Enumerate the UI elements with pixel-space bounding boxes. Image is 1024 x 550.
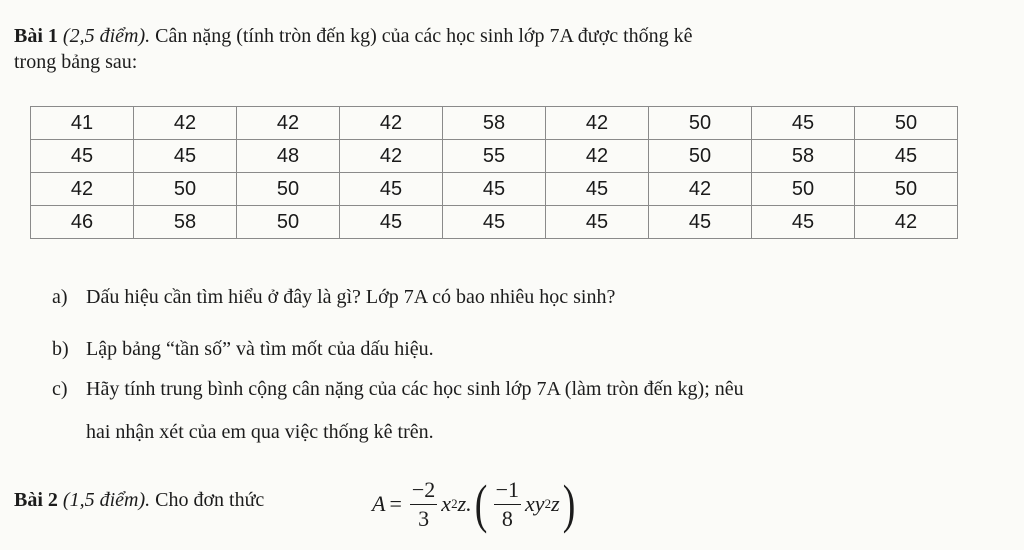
formula-var-z: z. — [457, 491, 472, 516]
table-row — [31, 173, 958, 206]
weights-table — [30, 106, 958, 239]
table-cell: 45 — [443, 173, 546, 206]
question-text: Hãy tính trung bình cộng cân nặng của các học sinh lớp 7A (làm tròn đến kg); nêu — [86, 378, 744, 400]
table-cell: 42 — [237, 107, 340, 140]
question-text: Lập bảng “tần số” và tìm mốt của dấu hiệu. — [86, 338, 434, 360]
table-cell: 45 — [340, 206, 443, 239]
table-cell: 50 — [134, 173, 237, 206]
fraction-1-denominator: 3 — [418, 505, 430, 531]
question-marker: c) — [52, 378, 68, 400]
fraction-1-numerator: −2 — [410, 479, 437, 505]
table-cell: 42 — [546, 107, 649, 140]
table-cell: 41 — [31, 107, 134, 140]
table-cell: 45 — [31, 140, 134, 173]
table-cell: 50 — [649, 140, 752, 173]
table-cell: 42 — [340, 107, 443, 140]
fraction-2-denominator: 8 — [501, 505, 513, 531]
table-cell: 58 — [443, 107, 546, 140]
table-cell: 42 — [134, 107, 237, 140]
question-marker: b) — [52, 338, 69, 360]
table-cell: 42 — [546, 140, 649, 173]
table-cell: 45 — [649, 206, 752, 239]
question-text: Dấu hiệu cần tìm hiểu ở đây là gì? Lớp 7A có bao nhiêu học sinh? — [86, 286, 616, 308]
table-cell: 42 — [855, 206, 958, 239]
problem1-label: Bài 1 — [14, 25, 58, 47]
formula-exp-y: 2 — [544, 496, 552, 511]
table-cell: 55 — [443, 140, 546, 173]
monomial-formula — [372, 468, 578, 540]
formula-var-x: x — [441, 491, 452, 516]
problem1-line1 — [14, 24, 693, 48]
table-cell: 50 — [649, 107, 752, 140]
table-cell: 50 — [855, 107, 958, 140]
problem1-intro-line2: trong bảng sau: — [14, 51, 138, 73]
table-cell: 45 — [752, 206, 855, 239]
formula-var-y: y — [534, 491, 545, 516]
formula-var-x2: x — [525, 491, 535, 516]
right-paren: ) — [562, 474, 575, 534]
table-cell: 48 — [237, 140, 340, 173]
problem2-label: Bài 2 — [14, 489, 58, 511]
question-marker: a) — [52, 286, 68, 308]
table-cell: 45 — [752, 107, 855, 140]
table-cell: 46 — [31, 206, 134, 239]
table-cell: 42 — [649, 173, 752, 206]
problem1-intro: Cân nặng (tính tròn đến kg) của các học sinh lớp 7A được thống kê — [155, 25, 693, 47]
table-cell: 45 — [546, 206, 649, 239]
left-paren: ( — [474, 474, 487, 534]
question-text: hai nhận xét của em qua việc thống kê trên. — [86, 421, 434, 443]
formula-var-z2: z — [551, 491, 560, 516]
table-cell: 50 — [752, 173, 855, 206]
table-cell: 58 — [752, 140, 855, 173]
table-cell: 45 — [855, 140, 958, 173]
table-cell: 45 — [340, 173, 443, 206]
problem2-line — [14, 488, 264, 512]
table-cell: 50 — [855, 173, 958, 206]
problem1-points: (2,5 điểm). — [62, 25, 151, 47]
table-row — [31, 107, 958, 140]
table-cell: 45 — [546, 173, 649, 206]
table-cell: 45 — [134, 140, 237, 173]
fraction-2 — [494, 476, 521, 531]
table-cell: 42 — [31, 173, 134, 206]
formula-lhs: A — [372, 491, 386, 516]
table-cell: 45 — [443, 206, 546, 239]
formula-equals: = — [389, 491, 402, 516]
table-row — [31, 206, 958, 239]
fraction-2-numerator: −1 — [494, 479, 521, 505]
formula-exp-x: 2 — [451, 496, 458, 511]
table-row — [31, 140, 958, 173]
fraction-1 — [410, 476, 437, 531]
table-cell: 58 — [134, 206, 237, 239]
table-cell: 50 — [237, 206, 340, 239]
table-cell: 50 — [237, 173, 340, 206]
problem2-points: (1,5 điểm). — [62, 489, 151, 511]
table-cell: 42 — [340, 140, 443, 173]
problem2-text: Cho đơn thức — [155, 489, 265, 511]
